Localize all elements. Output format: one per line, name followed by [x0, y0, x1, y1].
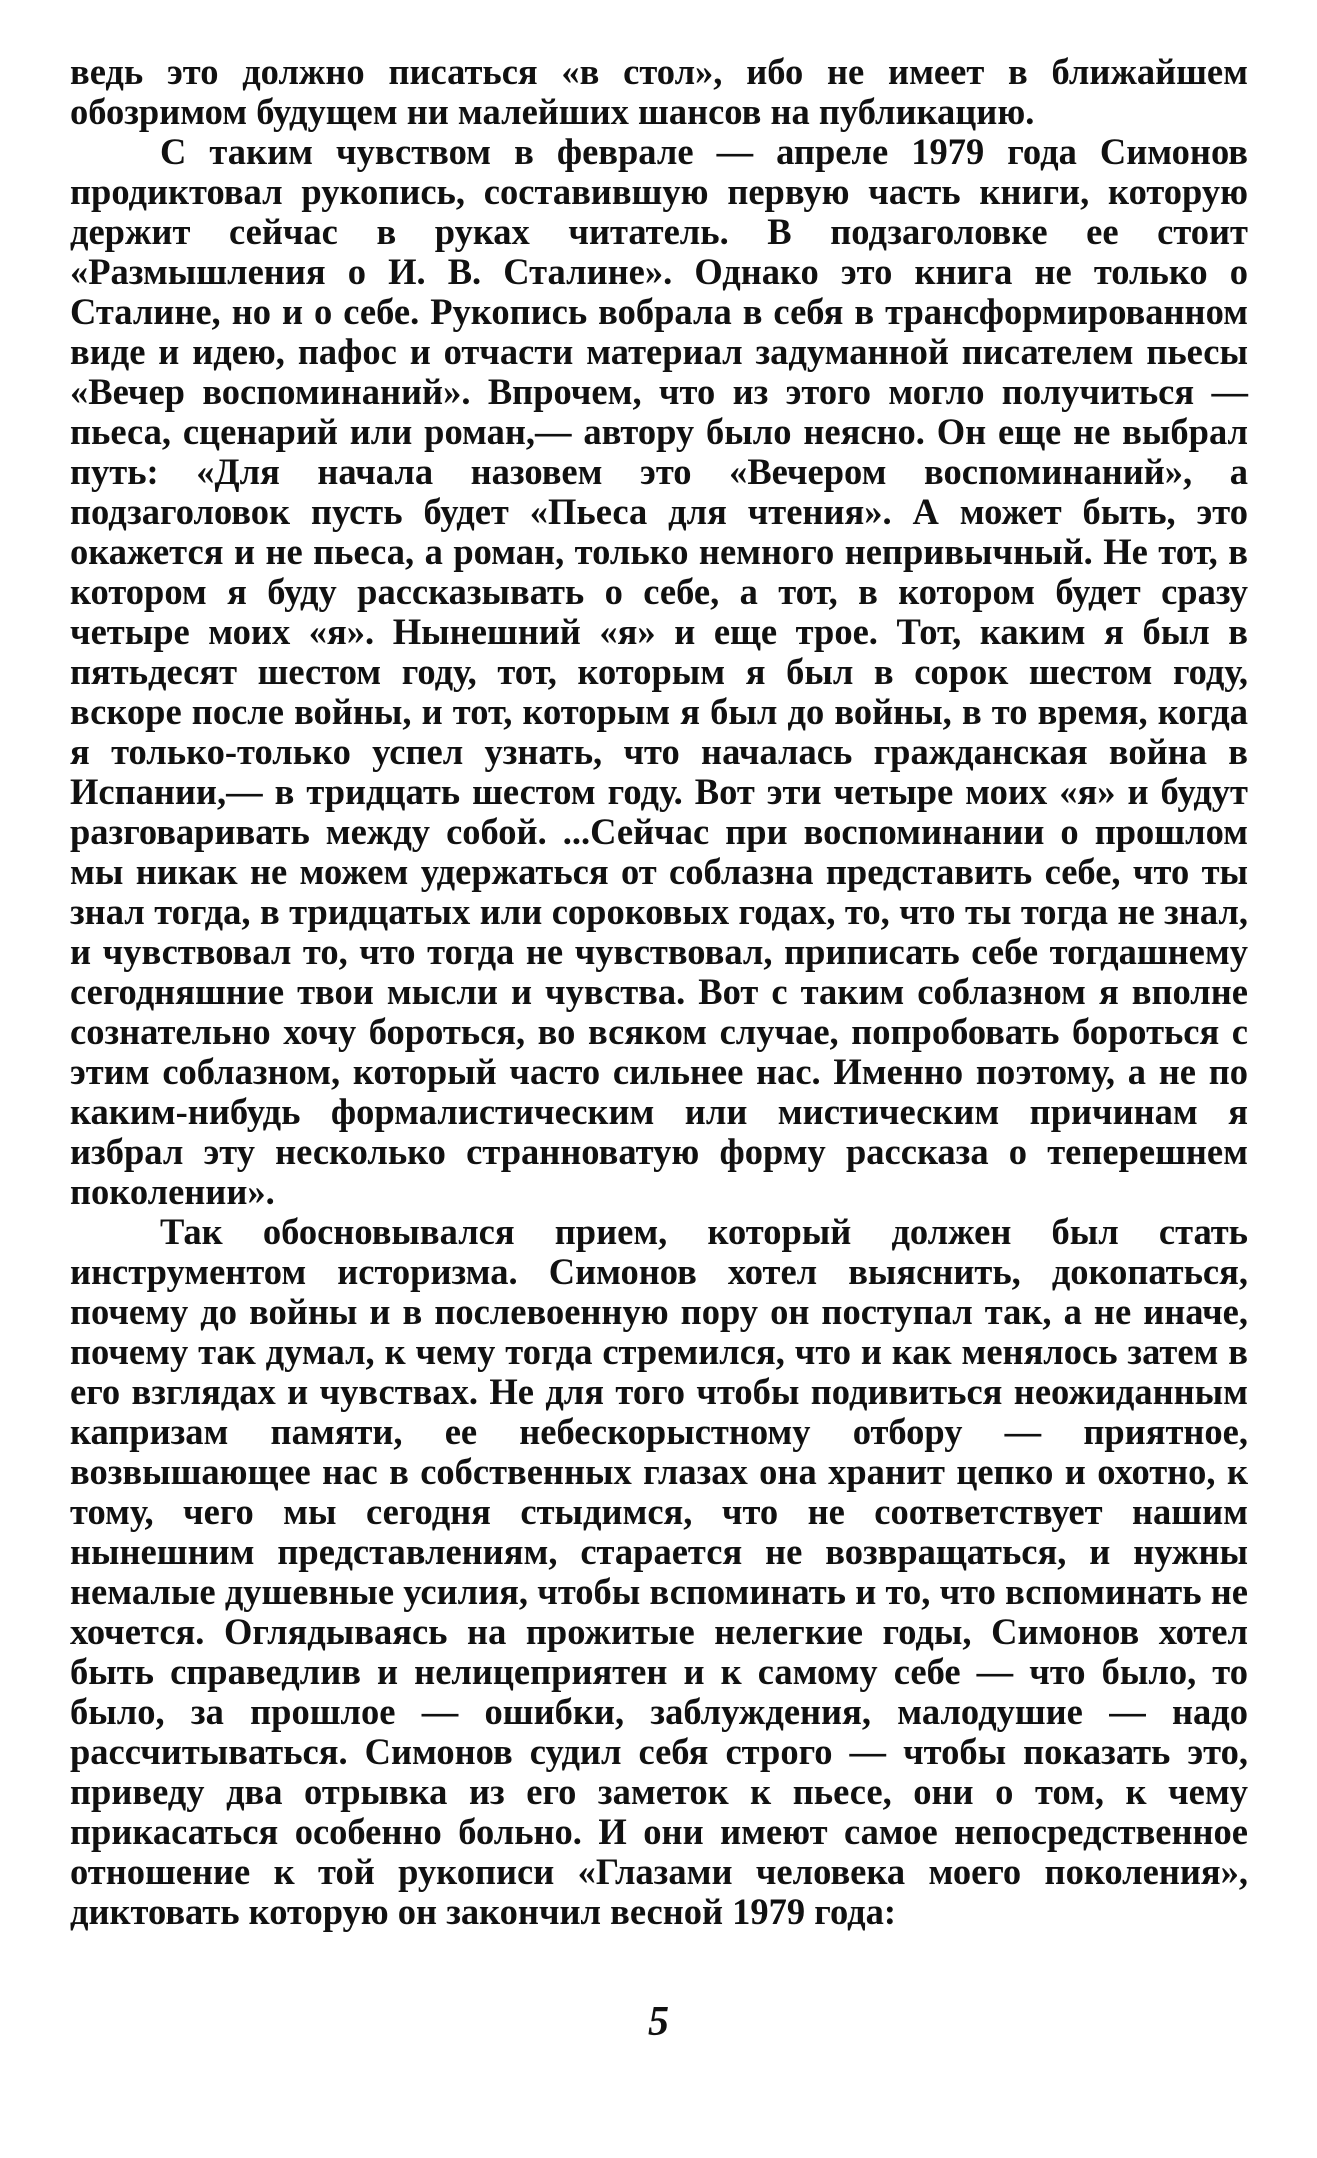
page-number: 5 — [648, 1999, 669, 2045]
page-body — [70, 52, 1248, 1932]
paragraph-historicism: Так обосновывался прием, который должен был стать инструментом историзма. Симонов хотел выяснить, докопаться, почему до войны и в послевоенную пору он поступал так, а не иначе, почему так думал, к чему тогда стремился, что и как менялось затем в его взглядах и чувствах. Не для того чтобы подивиться неожиданным капризам памяти, ее небескорыстному отбору — приятное, возвышающее нас в собственных глазах она хранит цепко и охотно, к тому, чего мы сегодня стыдимся, что не соответствует нашим нынешним представлениям, старается не возвращаться, и нужны немалые душевные усилия, чтобы вспоминать и то, что вспоминать не хочется. Оглядываясь на прожитые нелегкие годы, Симонов хотел быть справедлив и нелицеприятен и к самому себе — что было, то было, за прошлое — ошибки, заблуждения, малодушие — надо рассчитываться. Симонов судил себя строго — чтобы показать это, приведу два отрывка из его заметок к пьесе, они о том, к чему прикасаться особенно больно. И они имеют самое непосредственное отношение к той рукописи «Глазами человека моего поколения», диктовать которую он закончил весной 1979 года: — [70, 1211, 1248, 1932]
paragraph-continuation: ведь это должно писаться «в стол», ибо не имеет в ближайшем обозримом будущем ни малейших шансов на публикацию. — [70, 51, 1248, 132]
paragraph-symonov-manuscript: С таким чувством в феврале — апреле 1979 года Симонов продиктовал рукопись, составившую первую часть книги, которую держит сейчас в руках читатель. В подзаголовке ее стоит «Размышления о И. В. Сталине». Однако это книга не только о Сталине, но и о себе. Рукопись вобрала в себя в трансформированном виде и идею, пафос и отчасти материал задуманной писателем пьесы «Вечер воспоминаний». Впрочем, что из этого могло получиться — пьеса, сценарий или роман,— автору было неясно. Он еще не выбрал путь: «Для начала назовем это «Вечером воспоминаний», а подзаголовок пусть будет «Пьеса для чтения». А может быть, это окажется и не пьеса, а роман, только немного непривычный. Не тот, в котором я буду рассказывать о себе, а тот, в котором будет сразу четыре моих «я». Нынешний «я» и еще трое. Тот, каким я был в пятьдесят шестом году, тот, которым я был в сорок шестом году, вскоре после войны, и тот, которым я был до войны, в то время, когда я только-только успел узнать, что началась гражданская война в Испании,— в тридцать шестом году. Вот эти четыре моих «я» и будут разговаривать между собой. ...Сейчас при воспоминании о прошлом мы никак не можем удержаться от соблазна представить себе, что ты знал тогда, в тридцатых или сороковых годах, то, что ты тогда не знал, и чувствовал то, что тогда не чувствовал, приписать себе тогдашнему сегодняшние твои мысли и чувства. Вот с таким соблазном я вполне сознательно хочу бороться, во всяком случае, попробовать бороться с этим соблазном, который часто сильнее нас. Именно поэтому, а не по каким-нибудь формалистическим или мистическим причинам я избрал эту несколько странноватую форму рассказа о теперешнем поколении». — [70, 131, 1248, 1212]
